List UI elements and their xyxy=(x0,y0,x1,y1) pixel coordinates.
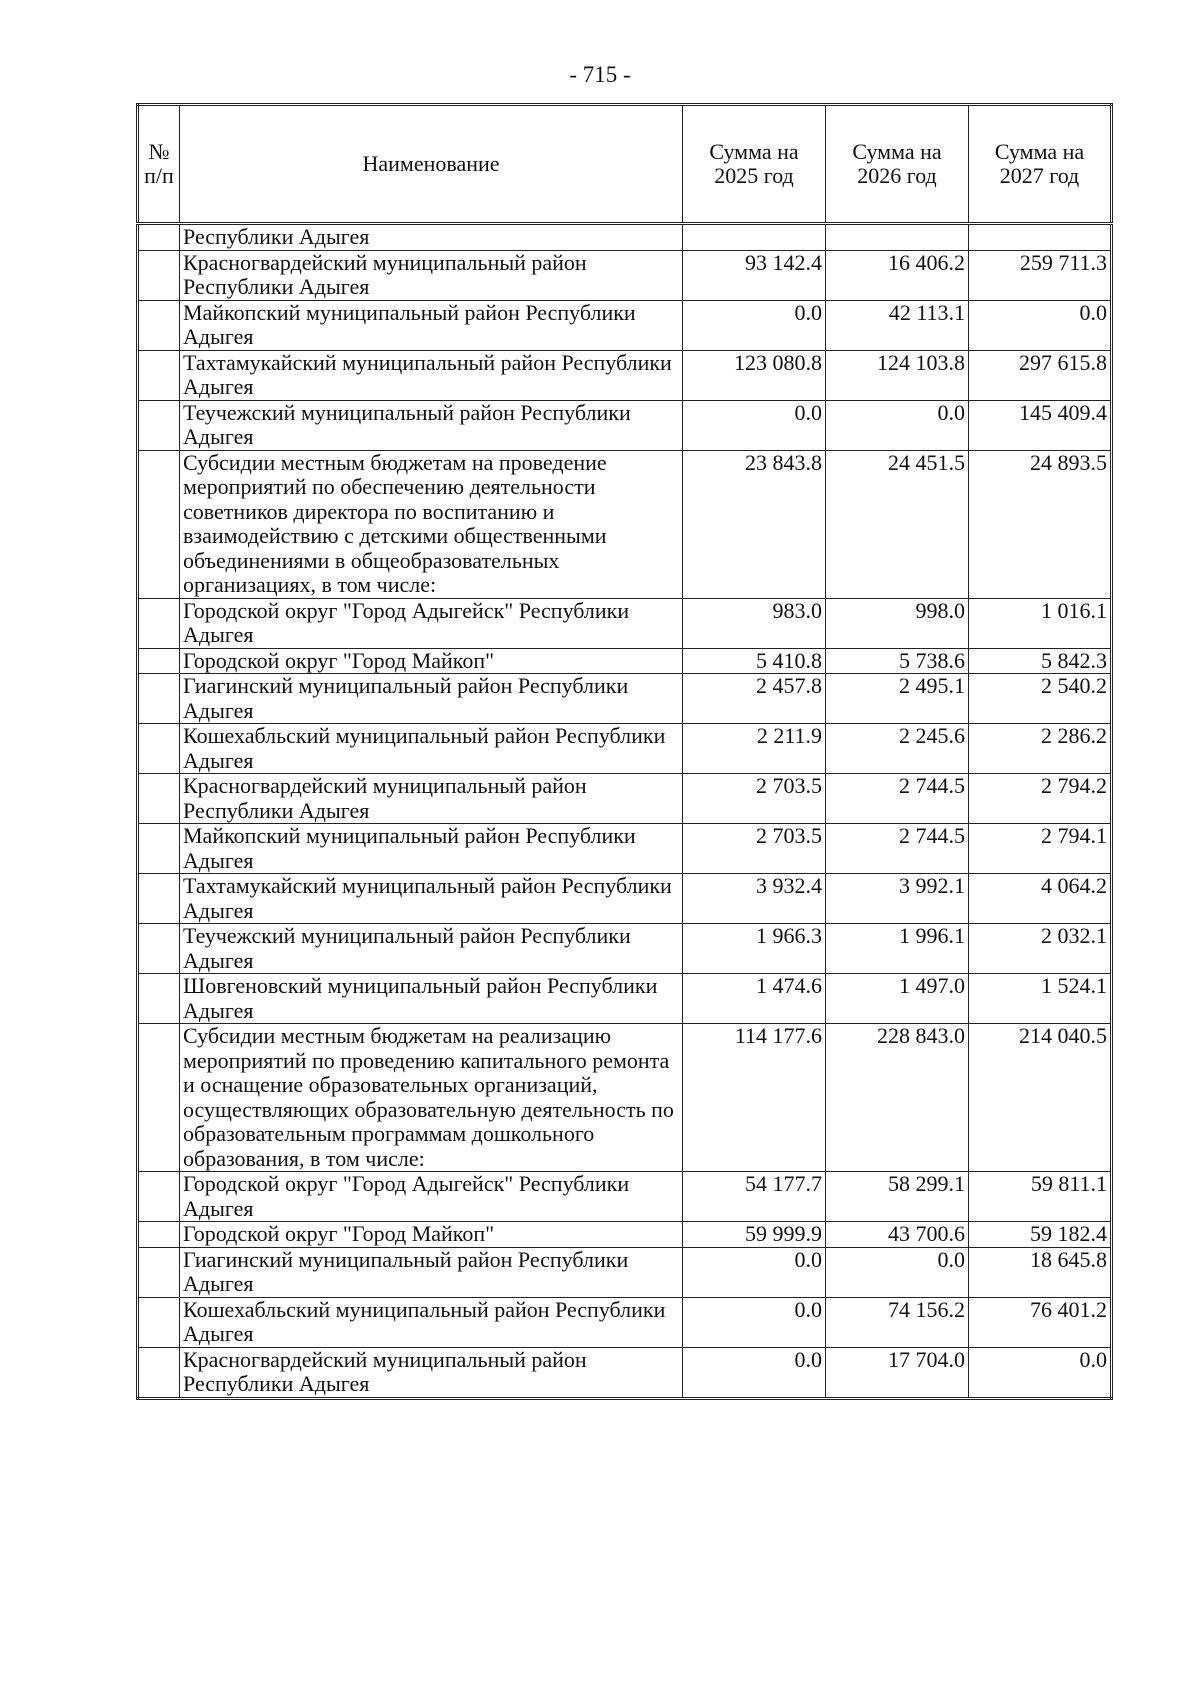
row-num-cell xyxy=(138,724,180,774)
header-name: Наименование xyxy=(180,105,683,224)
row-name-cell: Кошехабльский муниципальный район Республики Адыгея xyxy=(180,724,683,774)
value-2026-cell: 42 113.1 xyxy=(826,300,969,350)
row-num-cell xyxy=(138,1222,180,1248)
row-name-cell: Республики Адыгея xyxy=(180,224,683,251)
value-2027-cell xyxy=(969,224,1112,251)
row-num-cell xyxy=(138,598,180,648)
row-name-cell: Тахтамукайский муниципальный район Республики Адыгея xyxy=(180,350,683,400)
value-2026-cell: 2 495.1 xyxy=(826,674,969,724)
row-num-cell xyxy=(138,1247,180,1297)
value-2026-cell: 17 704.0 xyxy=(826,1347,969,1398)
row-name-cell: Красногвардейский муниципальный район Республики Адыгея xyxy=(180,250,683,300)
value-2026-cell: 998.0 xyxy=(826,598,969,648)
row-num-cell xyxy=(138,1172,180,1222)
row-name-cell: Майкопский муниципальный район Республики Адыгея xyxy=(180,300,683,350)
table-row xyxy=(138,1297,1112,1347)
row-name-cell: Субсидии местным бюджетам на реализацию мероприятий по проведению капитального ремонта и оснащение образовательных организаций, осуществляющих образовательную деятельность по образовательным программам дошкольного образования, в том числе: xyxy=(180,1024,683,1172)
value-2027-cell: 1 016.1 xyxy=(969,598,1112,648)
row-num-cell xyxy=(138,224,180,251)
table-row xyxy=(138,974,1112,1024)
row-num-cell xyxy=(138,400,180,450)
table-row xyxy=(138,598,1112,648)
row-name-cell: Теучежский муниципальный район Республики Адыгея xyxy=(180,924,683,974)
table-row xyxy=(138,450,1112,598)
value-2027-cell: 297 615.8 xyxy=(969,350,1112,400)
value-2026-cell: 2 744.5 xyxy=(826,774,969,824)
value-2025-cell: 2 703.5 xyxy=(683,824,826,874)
row-name-cell: Красногвардейский муниципальный район Республики Адыгея xyxy=(180,774,683,824)
row-num-cell xyxy=(138,874,180,924)
value-2027-cell: 24 893.5 xyxy=(969,450,1112,598)
row-name-cell: Городской округ "Город Адыгейск" Республики Адыгея xyxy=(180,598,683,648)
value-2027-cell: 2 540.2 xyxy=(969,674,1112,724)
row-name-cell: Красногвардейский муниципальный район Республики Адыгея xyxy=(180,1347,683,1398)
row-name-cell: Гиагинский муниципальный район Республики Адыгея xyxy=(180,1247,683,1297)
value-2026-cell: 228 843.0 xyxy=(826,1024,969,1172)
row-num-cell xyxy=(138,648,180,674)
value-2026-cell: 124 103.8 xyxy=(826,350,969,400)
row-num-cell xyxy=(138,974,180,1024)
value-2027-cell: 0.0 xyxy=(969,300,1112,350)
value-2027-cell: 2 794.1 xyxy=(969,824,1112,874)
value-2026-cell: 74 156.2 xyxy=(826,1297,969,1347)
value-2026-cell: 0.0 xyxy=(826,1247,969,1297)
row-num-cell xyxy=(138,924,180,974)
value-2027-cell: 4 064.2 xyxy=(969,874,1112,924)
table-row xyxy=(138,1247,1112,1297)
row-num-cell xyxy=(138,250,180,300)
table-row xyxy=(138,724,1112,774)
row-name-cell: Городской округ "Город Адыгейск" Республики Адыгея xyxy=(180,1172,683,1222)
value-2025-cell: 2 703.5 xyxy=(683,774,826,824)
table-body xyxy=(138,224,1112,1399)
value-2027-cell: 59 811.1 xyxy=(969,1172,1112,1222)
row-name-cell: Субсидии местным бюджетам на проведение мероприятий по обеспечению деятельности советников директора по воспитанию и взаимодействию с детскими общественными объединениями в общеобразовательных организациях, в том числе: xyxy=(180,450,683,598)
row-name-cell: Городской округ "Город Майкоп" xyxy=(180,1222,683,1248)
row-name-cell: Кошехабльский муниципальный район Республики Адыгея xyxy=(180,1297,683,1347)
header-2025: Сумма на 2025 год xyxy=(683,105,826,224)
value-2026-cell: 3 992.1 xyxy=(826,874,969,924)
value-2027-cell: 0.0 xyxy=(969,1347,1112,1398)
value-2027-cell: 1 524.1 xyxy=(969,974,1112,1024)
value-2025-cell: 0.0 xyxy=(683,400,826,450)
row-name-cell: Шовгеновский муниципальный район Республики Адыгея xyxy=(180,974,683,1024)
value-2025-cell: 983.0 xyxy=(683,598,826,648)
value-2026-cell: 58 299.1 xyxy=(826,1172,969,1222)
value-2025-cell: 2 457.8 xyxy=(683,674,826,724)
table-row xyxy=(138,648,1112,674)
value-2027-cell: 2 032.1 xyxy=(969,924,1112,974)
table-row xyxy=(138,1222,1112,1248)
value-2025-cell: 93 142.4 xyxy=(683,250,826,300)
value-2025-cell: 0.0 xyxy=(683,1347,826,1398)
table-row xyxy=(138,1024,1112,1172)
table-row xyxy=(138,250,1112,300)
table-row xyxy=(138,874,1112,924)
row-num-cell xyxy=(138,1024,180,1172)
value-2025-cell: 0.0 xyxy=(683,1297,826,1347)
value-2027-cell: 18 645.8 xyxy=(969,1247,1112,1297)
row-name-cell: Теучежский муниципальный район Республики Адыгея xyxy=(180,400,683,450)
row-num-cell xyxy=(138,1347,180,1398)
value-2027-cell: 2 794.2 xyxy=(969,774,1112,824)
value-2026-cell: 0.0 xyxy=(826,400,969,450)
row-name-cell: Майкопский муниципальный район Республики Адыгея xyxy=(180,824,683,874)
header-num: № п/п xyxy=(138,105,180,224)
value-2025-cell: 54 177.7 xyxy=(683,1172,826,1222)
table-row xyxy=(138,824,1112,874)
table-row xyxy=(138,224,1112,251)
table-header-row xyxy=(138,105,1112,224)
row-num-cell xyxy=(138,774,180,824)
value-2027-cell: 145 409.4 xyxy=(969,400,1112,450)
row-num-cell xyxy=(138,300,180,350)
value-2026-cell: 1 996.1 xyxy=(826,924,969,974)
header-2026: Сумма на 2026 год xyxy=(826,105,969,224)
row-num-cell xyxy=(138,350,180,400)
value-2025-cell: 123 080.8 xyxy=(683,350,826,400)
value-2025-cell: 1 474.6 xyxy=(683,974,826,1024)
table-row xyxy=(138,350,1112,400)
value-2026-cell: 1 497.0 xyxy=(826,974,969,1024)
value-2027-cell: 5 842.3 xyxy=(969,648,1112,674)
row-num-cell xyxy=(138,450,180,598)
budget-table xyxy=(136,103,1113,1400)
table-row xyxy=(138,300,1112,350)
value-2025-cell: 59 999.9 xyxy=(683,1222,826,1248)
row-name-cell: Тахтамукайский муниципальный район Республики Адыгея xyxy=(180,874,683,924)
value-2027-cell: 214 040.5 xyxy=(969,1024,1112,1172)
value-2025-cell xyxy=(683,224,826,251)
value-2027-cell: 59 182.4 xyxy=(969,1222,1112,1248)
value-2025-cell: 5 410.8 xyxy=(683,648,826,674)
value-2025-cell: 3 932.4 xyxy=(683,874,826,924)
header-2027: Сумма на 2027 год xyxy=(969,105,1112,224)
value-2026-cell: 5 738.6 xyxy=(826,648,969,674)
value-2027-cell: 259 711.3 xyxy=(969,250,1112,300)
value-2026-cell: 2 744.5 xyxy=(826,824,969,874)
value-2027-cell: 76 401.2 xyxy=(969,1297,1112,1347)
table-row xyxy=(138,924,1112,974)
value-2026-cell: 2 245.6 xyxy=(826,724,969,774)
table-row xyxy=(138,1347,1112,1398)
value-2025-cell: 23 843.8 xyxy=(683,450,826,598)
table-row xyxy=(138,674,1112,724)
row-name-cell: Городской округ "Город Майкоп" xyxy=(180,648,683,674)
value-2026-cell: 24 451.5 xyxy=(826,450,969,598)
row-num-cell xyxy=(138,1297,180,1347)
table-row xyxy=(138,774,1112,824)
value-2025-cell: 1 966.3 xyxy=(683,924,826,974)
value-2026-cell: 16 406.2 xyxy=(826,250,969,300)
row-num-cell xyxy=(138,674,180,724)
value-2025-cell: 2 211.9 xyxy=(683,724,826,774)
value-2027-cell: 2 286.2 xyxy=(969,724,1112,774)
value-2025-cell: 0.0 xyxy=(683,1247,826,1297)
value-2026-cell xyxy=(826,224,969,251)
row-name-cell: Гиагинский муниципальный район Республики Адыгея xyxy=(180,674,683,724)
table-row xyxy=(138,400,1112,450)
row-num-cell xyxy=(138,824,180,874)
table-row xyxy=(138,1172,1112,1222)
page-number: - 715 - xyxy=(569,62,631,87)
value-2025-cell: 114 177.6 xyxy=(683,1024,826,1172)
value-2026-cell: 43 700.6 xyxy=(826,1222,969,1248)
value-2025-cell: 0.0 xyxy=(683,300,826,350)
